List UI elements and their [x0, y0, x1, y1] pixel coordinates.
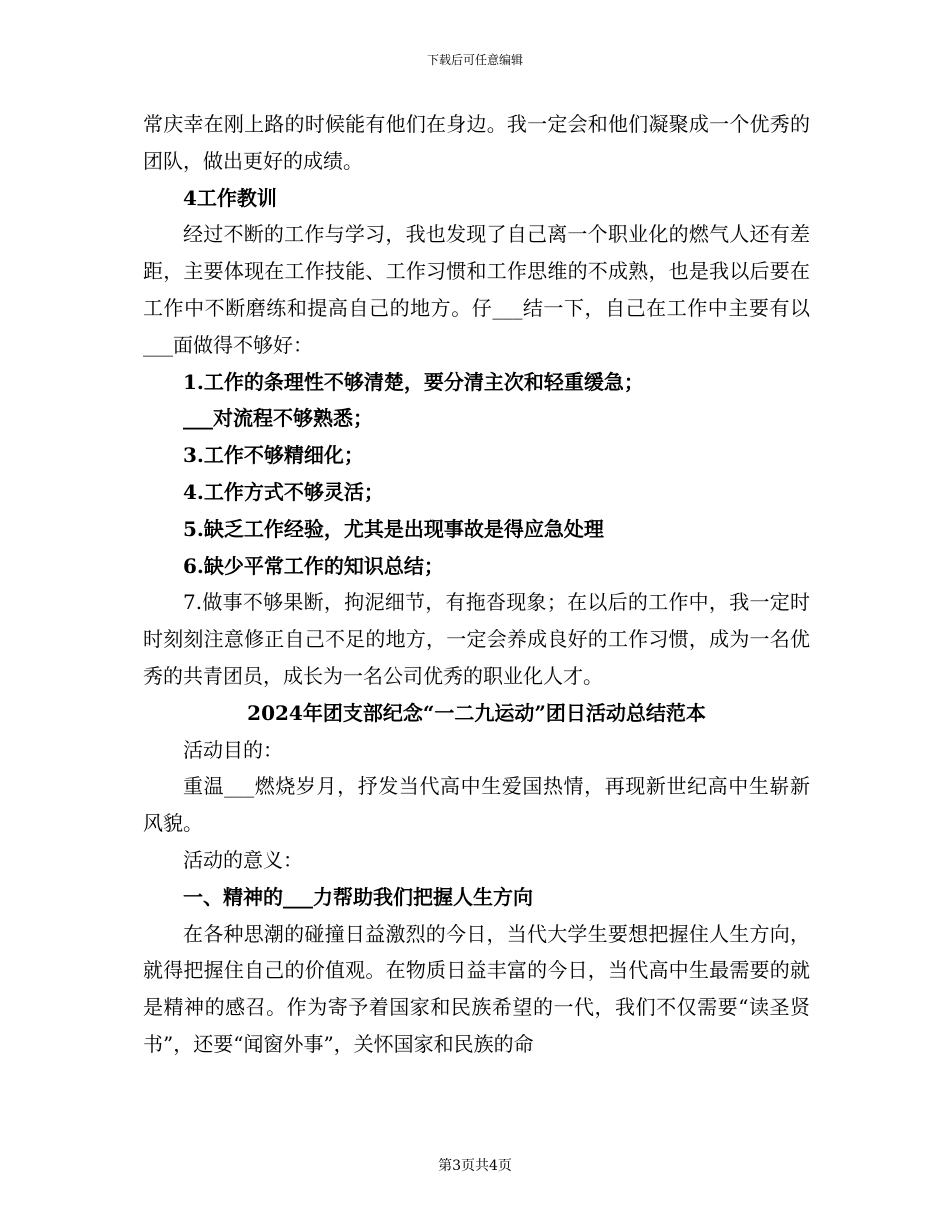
list-item: 4.工作方式不够灵活； — [183, 479, 384, 504]
list-item: 1.工作的条理性不够清楚，要分清主次和轻重缓急； — [183, 369, 644, 394]
paragraph-continued: 常庆幸在刚上路的时候能有他们在身边。我一定会和他们凝聚成一个优秀的团队，做出更好的成绩。 — [143, 112, 810, 173]
paragraph-item-7: 7.做事不够果断，拘泥细节，有拖沓现象；在以后的工作中，我一定时时刻刻注意修正自己不足的地方，一定会养成良好的工作习惯，成为一名优秀的共青团员，成长为一名公司优秀的职业化人才。 — [143, 590, 810, 688]
section-heading-spirit: 一、精神的___力帮助我们把握人生方向 — [183, 884, 533, 909]
paragraph-activity-purpose: 重温___燃烧岁月，抒发当代高中生爱国热情，再现新世纪高中生崭新风貌。 — [143, 774, 810, 836]
document-body — [143, 106, 810, 1063]
paragraph-activity-meaning-label: 活动的意义： — [183, 847, 303, 872]
list-item: ___对流程不够熟悉； — [183, 406, 373, 431]
list-item: 6.缺少平常工作的知识总结； — [183, 553, 444, 578]
section-heading-work-lessons: 4工作教训 — [183, 185, 277, 210]
list-item: 5.缺乏工作经验，尤其是出现事故是得应急处理 — [183, 516, 604, 541]
page-number: 第3页共4页 — [438, 1158, 512, 1174]
list-item: 3.工作不够精细化； — [183, 443, 364, 468]
paragraph-spirit: 在各种思潮的碰撞日益激烈的今日，当代大学生要想把握住人生方向，就得把握住自己的价值观。在物质日益丰富的今日，当代高中生最需要的就是精神的感召。作为寄予着国家和民族希望的一代，我们不仅需要“读圣贤书”，还要“闻窗外事”，关怀国家和民族的命 — [143, 921, 810, 1056]
paragraph-lessons-intro: 经过不断的工作与学习，我也发现了自己离一个职业化的燃气人还有差距，主要体现在工作技能、工作习惯和工作思维的不成熟，也是我以后要在工作中不断磨练和提高自己的地方。仔___结一下，自己在工作中主要有以___面做得不够好： — [143, 222, 810, 357]
paragraph-activity-purpose-label: 活动目的： — [183, 737, 283, 762]
document-title: 2024年团支部纪念“一二九运动”团日活动总结范本 — [247, 700, 706, 725]
page-header-note: 下载后可任意编辑 — [426, 53, 523, 67]
